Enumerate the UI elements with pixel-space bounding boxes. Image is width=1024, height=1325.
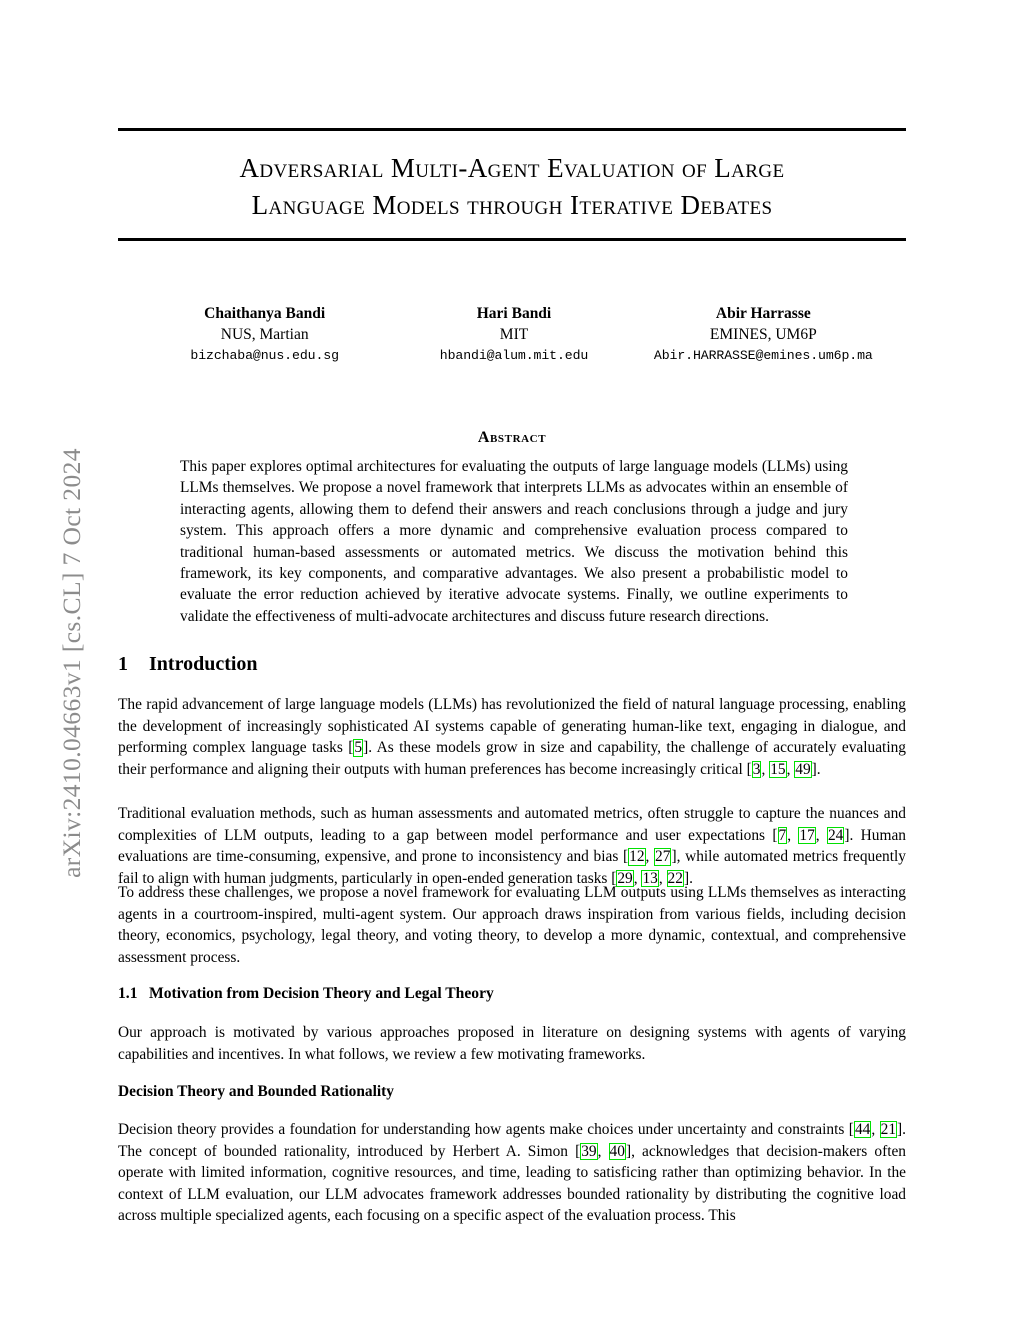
author-email[interactable]: bizchaba@nus.edu.sg (190, 348, 339, 363)
paragraph-text: , (597, 1142, 609, 1160)
citation-link[interactable]: 44 (854, 1121, 871, 1138)
paragraph-text: Traditional evaluation methods, such as human assessments and automated metrics, often struggle to capture the nuances and complexities of LLM outputs, leading to a gap between model performance and user expectations [ (118, 805, 906, 844)
citation-link[interactable]: 27 (655, 848, 671, 866)
arxiv-stamp: arXiv:2410.04663v1 [cs.CL] 7 Oct 2024 (57, 448, 86, 878)
citation-link[interactable]: 29 (617, 869, 633, 887)
paragraph-text: , (645, 848, 655, 866)
section-heading-decision-theory: Decision Theory and Bounded Rationality (118, 1083, 394, 1100)
paragraph-text: ]. The concept of bounded rationality, introduced by Herbert A. Simon [ (118, 1121, 906, 1160)
author-name: Hari Bandi (476, 305, 552, 322)
paragraph-intro-1 (118, 694, 906, 780)
author-name: Chaithanya Bandi (204, 305, 326, 322)
citation-link[interactable]: 3 (752, 760, 761, 778)
page-title-line-2: Language Models through Iterative Debates (251, 190, 773, 220)
author-affiliation: EMINES, UM6P (709, 326, 817, 343)
citation-link[interactable]: 17 (799, 826, 815, 844)
author-block (140, 304, 389, 366)
paragraph-motivation-1: Our approach is motivated by various approaches proposed in literature on designing systems with agents of varying capabilities and incentives. In what follows, we review a few motivating frameworks. (118, 1024, 906, 1063)
author-email[interactable]: Abir.HARRASSE@emines.um6p.ma (653, 348, 873, 363)
author-affiliation: MIT (499, 326, 529, 343)
section-title: Motivation from Decision Theory and Legal Theory (149, 985, 494, 1002)
paragraph-text: , (761, 760, 770, 778)
paper-page (118, 0, 906, 1325)
paragraph-text: ]. As these models grow in size and capability, the challenge of accurately evaluating their performance and aligning their outputs with human preferences has become increasingly critical [ (118, 739, 906, 778)
paragraph-text: , (786, 760, 795, 778)
paragraph-decision-theory-1 (118, 1119, 906, 1227)
paragraph-text: , (815, 826, 827, 844)
paragraph-text: ], acknowledges that decision-makers often operate with limited information, cognitive resources, and time, leading to satisficing rather than optimizing behavior. In the context of LLM evaluation, our LLM advocates framework addresses bounded rationality by distributing the cognitive load across multiple specialized agents, each focusing on a specific aspect of the evaluation process. This (118, 1142, 906, 1225)
citation-link[interactable]: 39 (581, 1142, 597, 1160)
paragraph-text: , (633, 869, 642, 887)
section-title: Introduction (149, 653, 258, 675)
paragraph-text: Decision theory provides a foundation for understanding how agents make choices under uncertainty and constraints [ (118, 1121, 854, 1138)
citation-link[interactable]: 15 (770, 760, 786, 778)
paragraph-text: The rapid advancement of large language models (LLMs) has revolutionized the field of natural language processing, enabling the development of increasingly sophisticated AI systems capable of generating human-like text, engaging in dialogue, and performing complex language tasks [ (118, 696, 906, 757)
abstract-text: This paper explores optimal architectures for evaluating the outputs of large language models (LLMs) using LLMs themselves. We propose a novel framework that interprets LLMs as advocates within an ensemble of interacting agents, allowing them to defend their answers and reach conclusions through a judge and jury system. This approach offers a more dynamic and comprehensive evaluation process compared to traditional human-based assessments or automated metrics. We discuss the motivation behind this framework, its key components, and comparative advantages. We also present a probabilistic model to evaluate the error reduction achieved by iterative advocate systems. Finally, we outline experiments to validate the effectiveness of multi-advocate architectures and discuss future research directions. (180, 458, 848, 625)
author-affiliation: NUS, Martian (220, 326, 309, 343)
abstract-heading: Abstract (477, 429, 547, 446)
paragraph-text: , (787, 826, 799, 844)
citation-link[interactable]: 40 (609, 1142, 625, 1160)
citation-link[interactable]: 22 (667, 869, 683, 887)
paragraph-text: ]. (683, 869, 693, 887)
page-title (118, 150, 906, 224)
author-block (639, 304, 888, 366)
author-block (389, 304, 638, 366)
author-name: Abir Harrasse (715, 305, 811, 322)
paragraph-intro-3: To address these challenges, we propose a novel framework for evaluating LLM outputs using LLMs themselves as interacting agents in a courtroom-inspired, multi-agent system. Our approach draws inspiration from various fields, including decision theory, economics, psychology, legal theory, and voting theory, to develop a more dynamic, contextual, and comprehensive assessment process. (118, 884, 906, 966)
citation-link[interactable]: 5 (354, 739, 363, 757)
citation-link[interactable]: 24 (827, 826, 844, 844)
author-list (140, 304, 888, 366)
paragraph-text: ]. (811, 760, 821, 778)
citation-link[interactable]: 7 (778, 826, 787, 844)
paragraph-text: ], while automated metrics frequently fail to align with human judgments, particularly in open-ended generation tasks [ (118, 848, 906, 887)
section-heading-motivation (118, 985, 906, 1003)
section-number: 1.1 (118, 985, 138, 1002)
paragraph-text: , (658, 869, 667, 887)
title-rule-bottom (118, 238, 906, 241)
paragraph-text: , (871, 1121, 880, 1138)
author-email[interactable]: hbandi@alum.mit.edu (439, 348, 589, 363)
citation-link[interactable]: 13 (642, 869, 658, 887)
paragraph-intro-2 (118, 803, 906, 889)
citation-link[interactable]: 12 (629, 848, 645, 866)
citation-link[interactable]: 21 (880, 1121, 897, 1138)
section-number: 1 (118, 653, 128, 675)
title-rule-top (118, 128, 906, 131)
section-heading-introduction (118, 653, 906, 676)
citation-link[interactable]: 49 (795, 760, 811, 778)
page-title-line-1: Adversarial Multi-Agent Evaluation of Large (239, 153, 785, 183)
paragraph-text: ]. Human evaluations are time-consuming, expensive, and prone to inconsistency and bias [ (118, 826, 906, 866)
